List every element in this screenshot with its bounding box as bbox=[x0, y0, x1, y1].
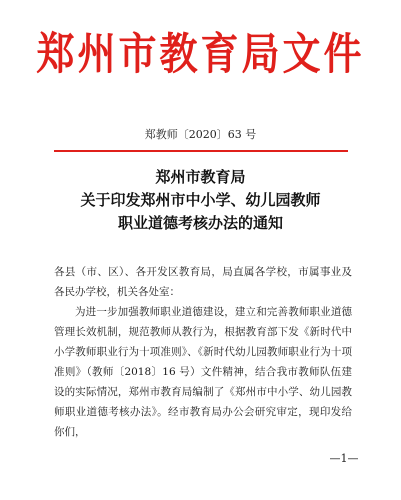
title-line-issuer: 郑州市教育局 bbox=[155, 168, 246, 186]
notice-body bbox=[54, 262, 352, 442]
title-line-subject-cont: 职业道德考核办法的通知 bbox=[117, 214, 283, 232]
addressee-line: 各县（市、区）、各开发区教育局，局直属各学校，市属事业及各民办学校，机关各处室： bbox=[54, 266, 352, 298]
page-number: —1— bbox=[329, 452, 359, 465]
masthead-title: 郑州市教育局文件 bbox=[36, 28, 365, 80]
title-line-subject: 关于印发郑州市中小学、幼儿园教师 bbox=[80, 191, 321, 209]
red-divider-line bbox=[54, 150, 348, 152]
body-paragraph: 为进一步加强教师职业道德建设，建立和完善教师职业道德管理长效机制，规范教师从教行为，根据教育部下发《新时代中小学教师职业行为十项准则》、《新时代幼儿园教师职业行为十项准则》（教师〔2018〕16 号）文件精神，结合我市教师队伍建设的实际情况，郑州市教育局编制了《郑州市中小学、幼儿园教师职业道德考核办法》。经市教育局办公会研究审定，现印发给你们， bbox=[54, 306, 352, 438]
notice-title bbox=[0, 166, 401, 235]
document-number: 郑教师〔2020〕63 号 bbox=[144, 128, 257, 141]
